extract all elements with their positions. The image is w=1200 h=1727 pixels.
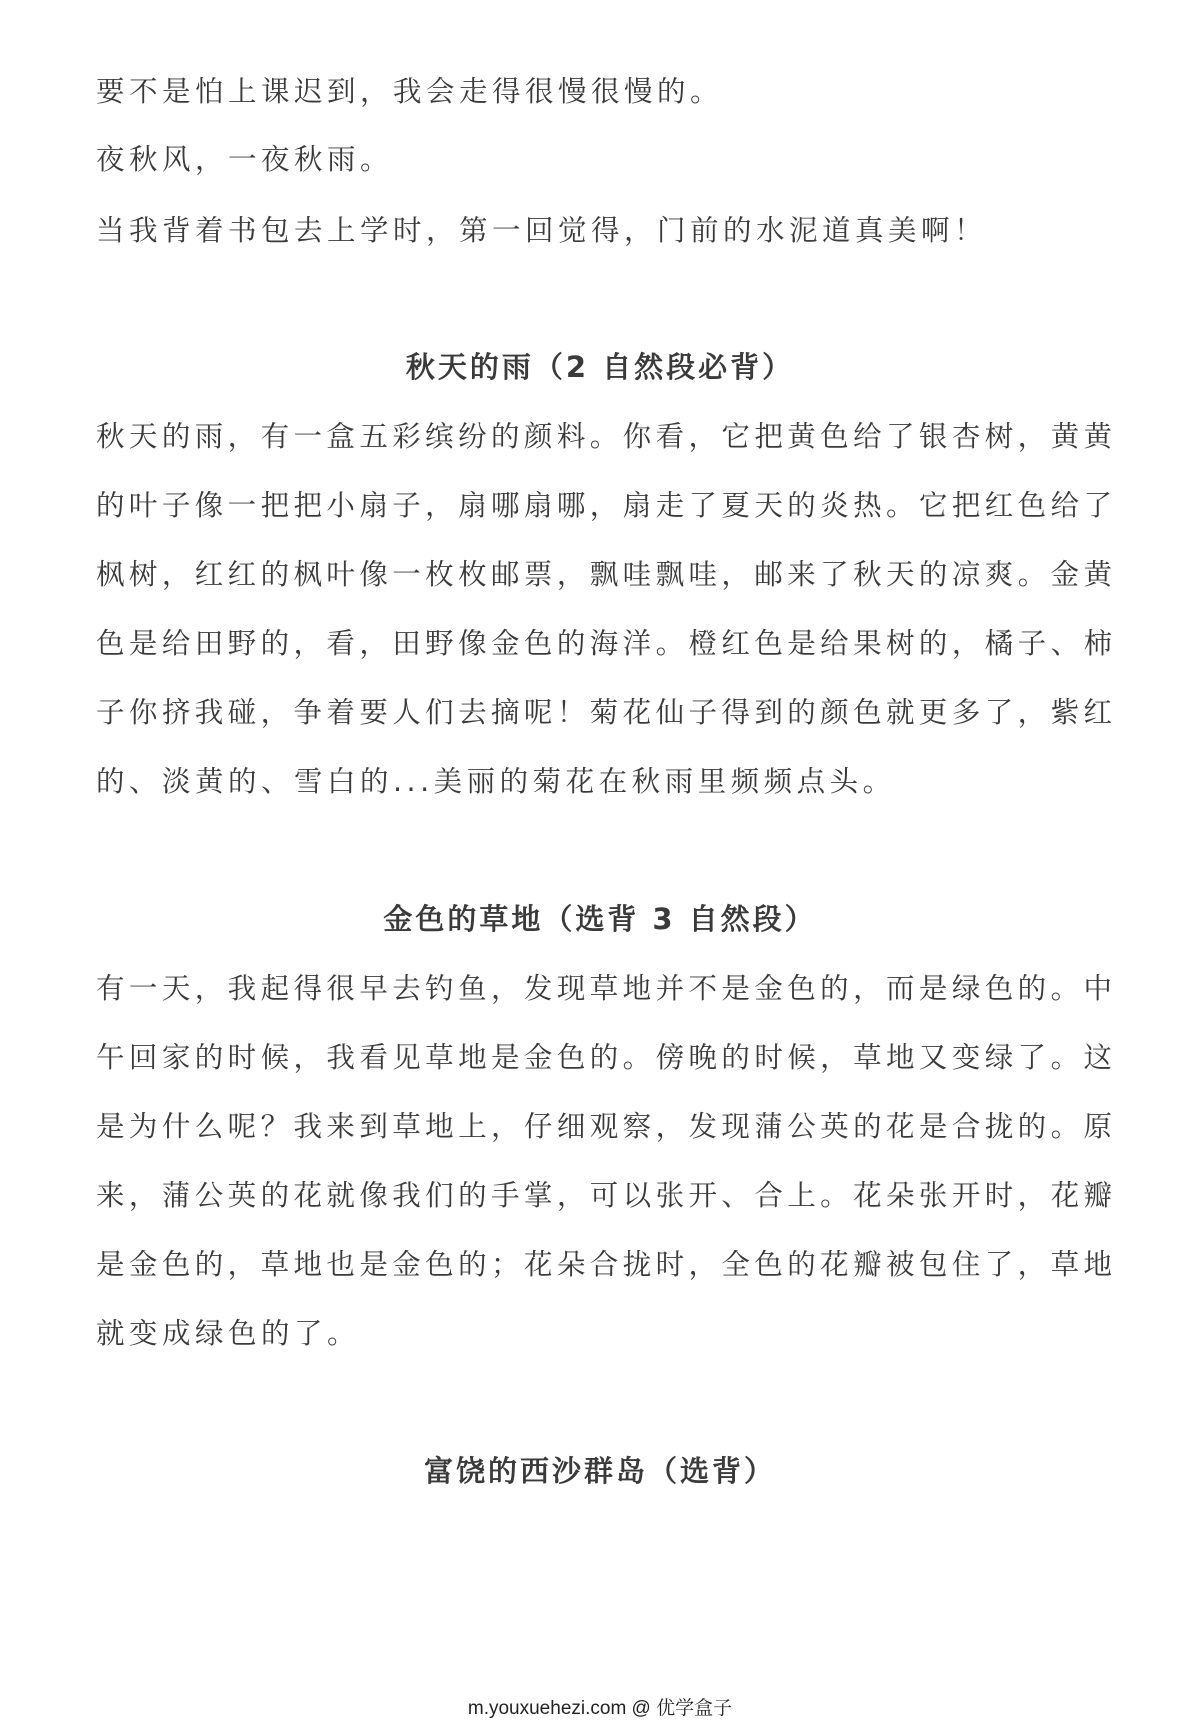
paragraph-line: 来，蒲公英的花就像我们的手掌，可以张开、合上。花朵张开时，花瓣: [96, 1179, 1112, 1212]
paragraph-line: 枫树，红红的枫叶像一枚枚邮票，飘哇飘哇，邮来了秋天的凉爽。金黄: [96, 558, 1112, 591]
intro-line-3: 当我背着书包去上学时，第一回觉得，门前的水泥道真美啊！: [96, 214, 988, 247]
section-title-autumn-rain: 秋天的雨（2 自然段必背）: [405, 350, 795, 384]
paragraph-line: 的叶子像一把把小扇子，扇哪扇哪，扇走了夏天的炎热。它把红色给了: [96, 489, 1112, 522]
paragraph-line: 午回家的时候，我看见草地是金色的。傍晚的时候，草地又变绿了。这: [96, 1041, 1112, 1074]
section-title-xisha-islands: 富饶的西沙群岛（选背）: [423, 1454, 776, 1488]
paragraph-line: 色是给田野的，看，田野像金色的海洋。橙红色是给果树的，橘子、柿: [96, 627, 1112, 660]
intro-line-1: 要不是怕上课迟到，我会走得很慢很慢的。: [96, 75, 724, 108]
paragraph-line: 是为什么呢？我来到草地上，仔细观察，发现蒲公英的花是合拢的。原: [96, 1110, 1112, 1143]
paragraph-line: 是金色的，草地也是金色的；花朵合拢时，全色的花瓣被包住了，草地: [96, 1248, 1112, 1281]
paragraph-line: 子你挤我碰，争着要人们去摘呢！菊花仙子得到的颜色就更多了，紫红: [96, 696, 1112, 729]
paragraph-line: 的、淡黄的、雪白的...美丽的菊花在秋雨里频频点头。: [96, 765, 896, 798]
intro-line-2: 夜秋风，一夜秋雨。: [96, 143, 394, 176]
paragraph-line: 就变成绿色的了。: [96, 1317, 361, 1350]
section-title-golden-meadow: 金色的草地（选背 3 自然段）: [383, 902, 817, 936]
paragraph-line: 秋天的雨，有一盒五彩缤纷的颜料。你看，它把黄色给了银杏树，黄黄: [96, 420, 1112, 453]
footer-watermark: m.youxuehezi.com @ 优学盒子: [467, 1698, 733, 1719]
paragraph-line: 有一天，我起得很早去钓鱼，发现草地并不是金色的，而是绿色的。中: [96, 972, 1112, 1005]
